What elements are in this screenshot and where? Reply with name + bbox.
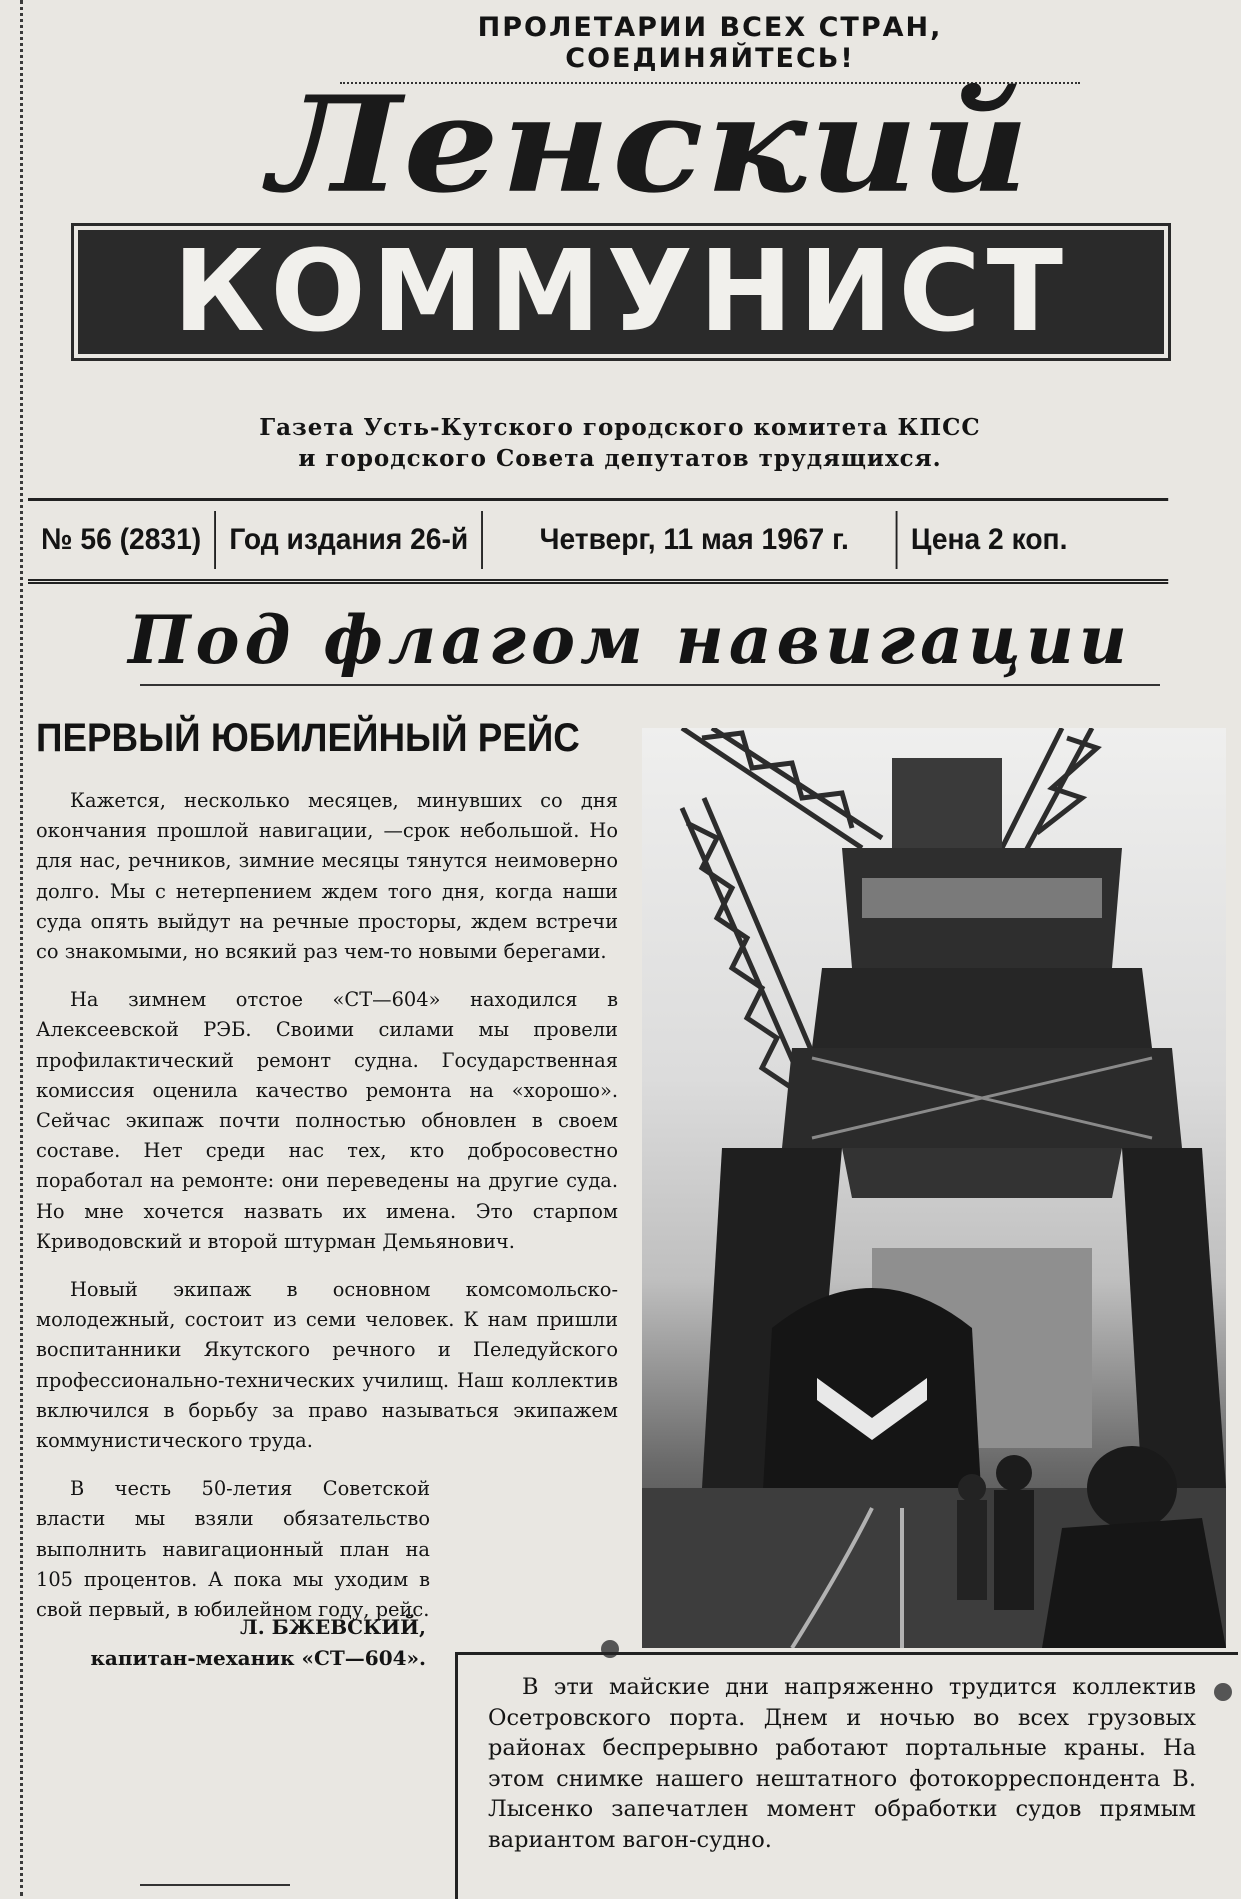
issue-number: № 56 (2831): [41, 523, 202, 556]
crane-photo-illustration: [642, 728, 1226, 1648]
photo-caption: В эти майские дни напряженно трудится коллектив Осетровского порта. Днем и ночью во всех грузовых районах беспрерывно работают портальные краны. На этом снимке нашего нештатного фотокорреспондента В. Лысенко запечатлен момент обработки судов прямым вариантом вагон-судно.: [488, 1674, 1196, 1853]
issue-info-bar: [28, 498, 1168, 584]
masthead-title-script: Ленский: [268, 67, 1032, 223]
subtitle-line-1: Газета Усть-Кутского городского комитета КПСС: [259, 414, 981, 441]
article-paragraph-4: В честь 50-летия Советской власти мы взяли обязательство выполнить навигационный план на 105 процентов. А пока мы уходим в свой первый, в юбилейном году, рейс.: [36, 1477, 430, 1622]
author-name: Л. БЖЕВСКИЙ,: [240, 1615, 426, 1639]
headline-rule: [140, 684, 1160, 686]
masthead-title-band: [78, 227, 1164, 357]
page-left-edge: [0, 0, 23, 1896]
article-title: ПЕРВЫЙ ЮБИЛЕЙНЫЙ РЕЙС: [36, 716, 580, 760]
section-headline: Под флагом навигации: [128, 601, 1132, 679]
issue-date: Четверг, 11 мая 1967 г.: [481, 511, 895, 569]
masthead-motto: ПРОЛЕТАРИИ ВСЕХ СТРАН, СОЕДИНЯЙТЕСЬ!: [340, 12, 1080, 84]
subtitle-line-2: и городского Совета депутатов трудящихся.: [298, 445, 942, 472]
article-signature: [36, 1612, 426, 1674]
masthead-title-block: КОММУНИСТ: [172, 227, 1070, 357]
author-role: капитан-механик «СТ—604».: [90, 1646, 426, 1670]
article-paragraph-2: На зимнем отстое «СТ—604» находился в Алексеевской РЭБ. Своими силами мы провели профилактический ремонт судна. Государственная комиссия оценила качество ремонта на «хорошо». Сейчас экипаж почти полностью обновлен в своем составе. Нет среди нас тех, кто добросовестно поработал на ремонте: они переведены на другие суда. Но мне хочется назвать их имена. Это старпом Криводовский и второй штурман Демьянович.: [36, 988, 618, 1253]
signature-rule: [140, 1884, 290, 1886]
article-paragraph-3: Новый экипаж в основном комсомольско-молодежный, состоит из семи человек. К нам пришли воспитанники Якутского речного и Пеледуйского профессионально-технических училищ. Наш коллектив включился в борьбу за право называться экипажем коммунистического труда.: [36, 1278, 618, 1453]
crane-photo: [642, 728, 1226, 1648]
article-paragraph-1: Кажется, несколько месяцев, минувших со дня окончания прошлой навигации, —срок небольшой. Но для нас, речников, зимние месяцы тянутся неимоверно долго. Мы с нетерпением ждем того дня, когда наши суда опять выйдут на речные просторы, ждем встречи со знакомыми, но всякий раз чем-то новыми берегами.: [36, 789, 618, 964]
masthead-subtitle: [200, 412, 1040, 474]
publication-year: Год издания 26-й: [214, 511, 481, 569]
article-column: [36, 714, 618, 1643]
issue-price: Цена 2 коп.: [896, 511, 1081, 569]
